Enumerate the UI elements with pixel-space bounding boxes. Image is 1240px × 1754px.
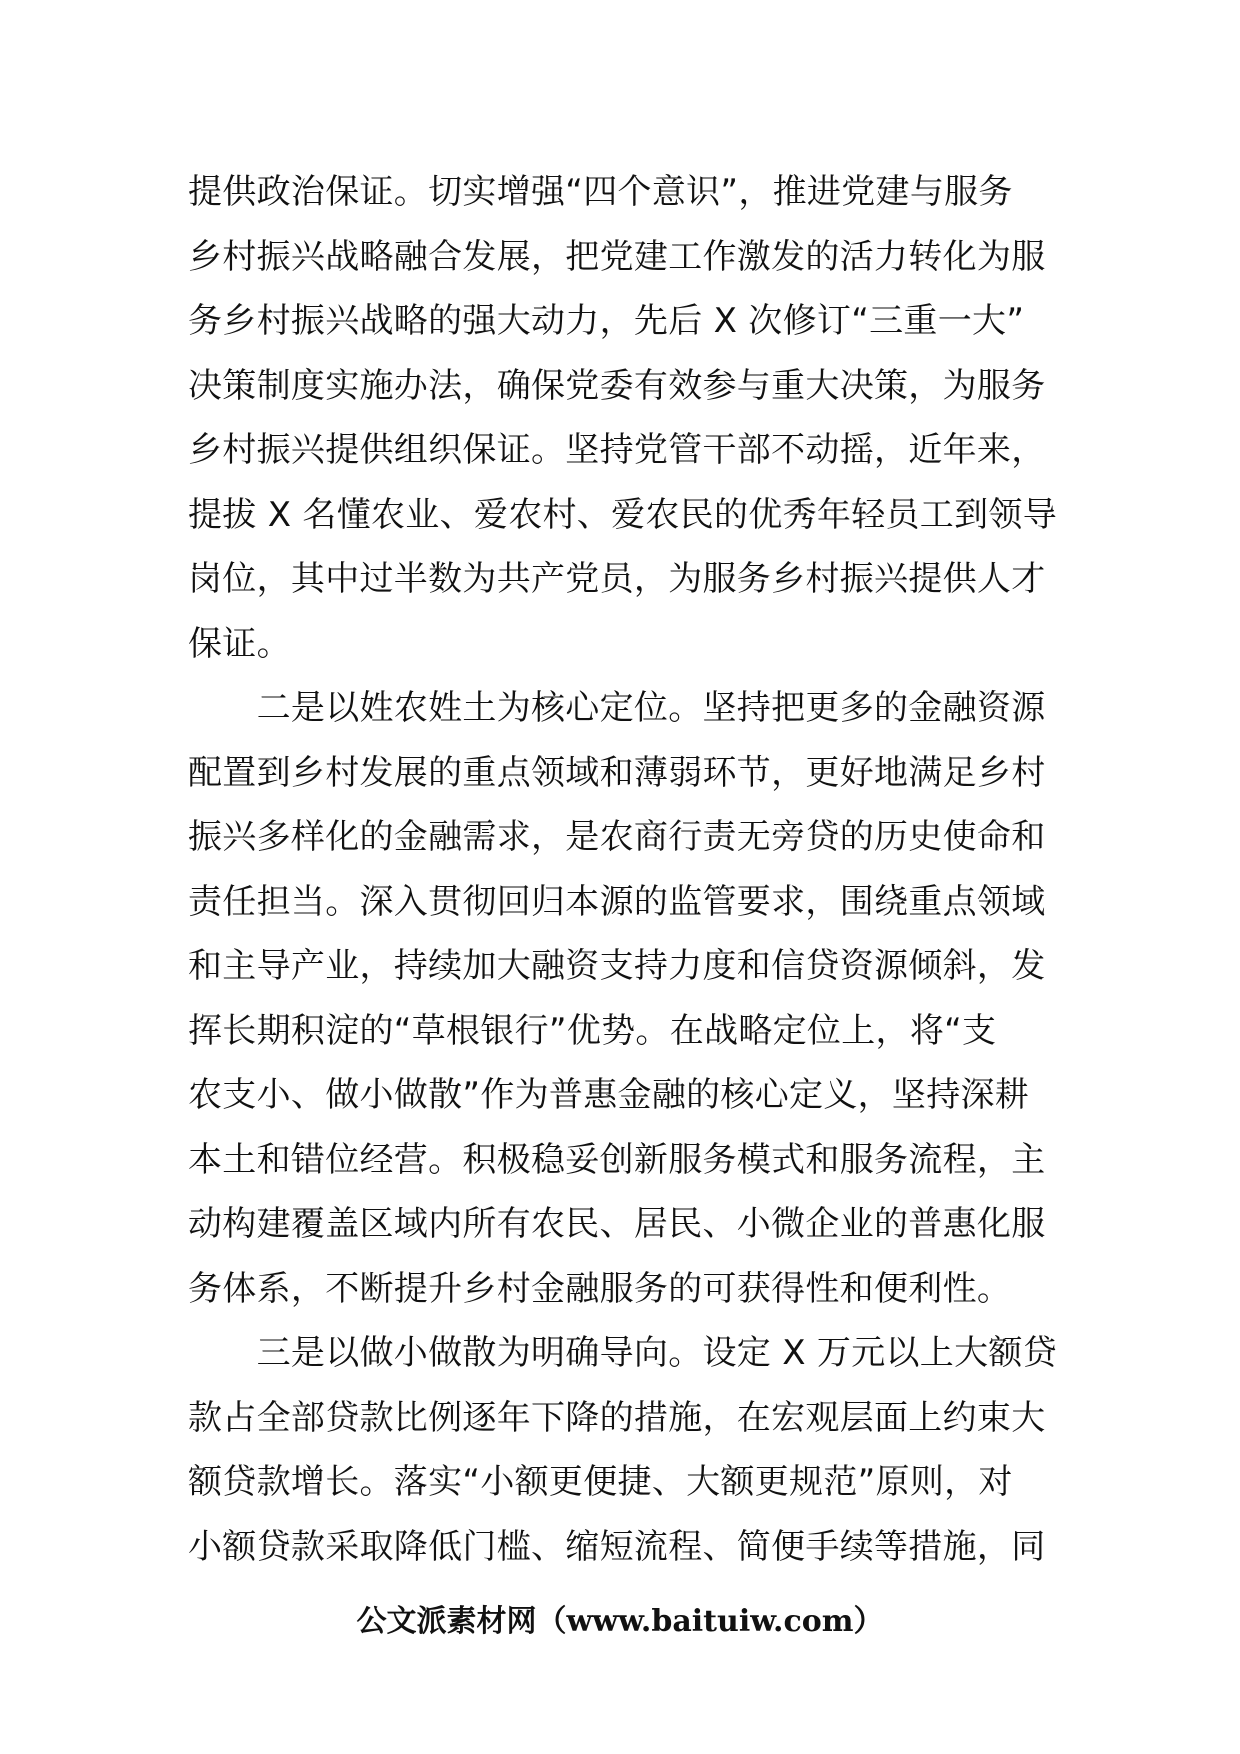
text-line: 挥长期积淀的“草根银行”优势。在战略定位上，将“支: [188, 1010, 997, 1051]
text-line: 和主导产业，持续加大融资支持力度和信贷资源倾斜，发: [188, 946, 1046, 986]
text-line: 责任担当。深入贯彻回归本源的监管要求，围绕重点领域: [188, 881, 1046, 922]
text-line: 保证。: [188, 623, 291, 664]
document-body: [188, 160, 1060, 1579]
text-line: 务体系，不断提升乡村金融服务的可获得性和便利性。: [188, 1268, 1012, 1309]
text-line: 本土和错位经营。积极稳妥创新服务模式和服务流程，主: [188, 1139, 1046, 1180]
text-line: 动构建覆盖区域内所有农民、居民、小微企业的普惠化服: [188, 1204, 1046, 1244]
text-line: 振兴多样化的金融需求，是农商行责无旁贷的历史使命和: [188, 817, 1046, 857]
text-line: 岗位，其中过半数为共产党员，为服务乡村振兴提供人才: [188, 559, 1046, 599]
text-line: 农支小、做小做散”作为普惠金融的核心定义，坚持深耕: [188, 1075, 1030, 1115]
text-line: 小额贷款采取降低门槛、缩短流程、简便手续等措施，同: [188, 1526, 1046, 1567]
footer-watermark: 公文派素材网（www.baituiw.com）: [356, 1604, 884, 1639]
text-line: 乡村振兴战略融合发展，把党建工作激发的活力转化为服: [188, 236, 1046, 277]
text-line: 决策制度实施办法，确保党委有效参与重大决策，为服务: [188, 365, 1046, 406]
text-line: 二是以姓农姓土为核心定位。坚持把更多的金融资源: [188, 688, 1046, 728]
text-line: 款占全部贷款比例逐年下降的措施，在宏观层面上约束大: [188, 1397, 1046, 1438]
text-line: 额贷款增长。落实“小额更便捷、大额更规范”原则，对: [188, 1462, 1013, 1502]
text-line: 三是以做小做散为明确导向。设定 X 万元以上大额贷: [188, 1333, 1058, 1373]
text-line: 提供政治保证。切实增强“四个意识”，推进党建与服务: [188, 172, 1013, 212]
text-line: 提拔 X 名懂农业、爱农村、爱农民的优秀年轻员工到领导: [188, 494, 1058, 535]
text-line: 配置到乡村发展的重点领域和薄弱环节，更好地满足乡村: [188, 752, 1046, 793]
text-line: 乡村振兴提供组织保证。坚持党管干部不动摇，近年来，: [188, 430, 1046, 470]
text-line: 务乡村振兴战略的强大动力，先后 X 次修订“三重一大”: [188, 301, 1025, 341]
